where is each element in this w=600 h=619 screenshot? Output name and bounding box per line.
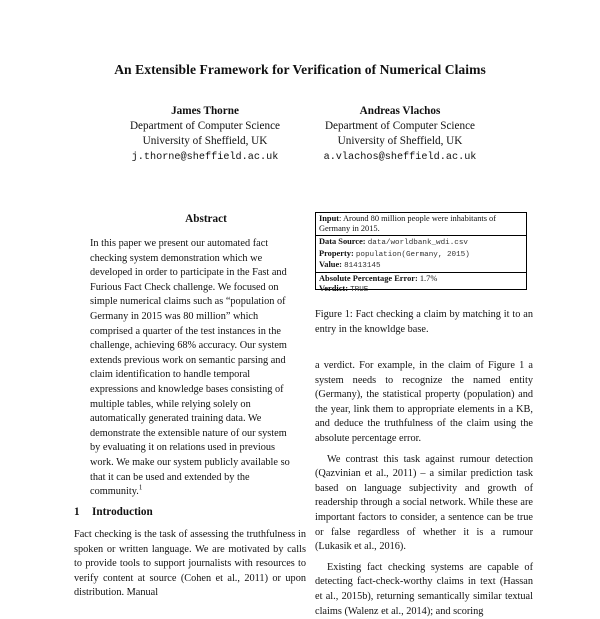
paragraph: a verdict. For example, in the claim of Figure 1 a system needs to recognize the named entity (Germany), the statistical property (population) and the year, link them to appropriate elements in a KB, and deduce the truthfulness of the claim using the absolute percentage error.: [315, 360, 533, 444]
section-number: 1: [74, 506, 80, 518]
data-source-label: Data Source:: [319, 237, 366, 247]
introduction-body: Fact checking is the task of assessing the truthfulness in spoken or written language. We are motivated by calls to provide tools to support journalists with resources to verify content at source (Cohen et al., 2011) or upon distribution. Manual: [74, 529, 306, 599]
property-value: population(Germany, 2015): [355, 250, 470, 259]
author-location: University of Sheffield, UK: [142, 135, 268, 148]
data-source-value: data/worldbank_wdi.csv: [367, 239, 468, 248]
author-location: University of Sheffield, UK: [337, 135, 463, 148]
value-row: [319, 260, 523, 271]
right-column-body: [315, 359, 533, 619]
figure-input: [316, 213, 526, 235]
ape-value: 1.7%: [419, 274, 438, 284]
verdict-label: Verdict:: [319, 284, 348, 294]
abstract-body: [90, 237, 290, 500]
input-label: Input: [319, 214, 340, 223]
value-label: Value:: [319, 259, 342, 269]
author-name: James Thorne: [171, 105, 239, 117]
paragraph: We contrast this task against rumour detection (Qazvinian et al., 2011) – a similar prediction task based on language subjectivity and growth of readership through a social network. While these are important factors to consider, a sentence can be true or false regardless of whether it is a rumour (Lukasik et al., 2016).: [315, 453, 533, 553]
verdict-row: [319, 284, 523, 295]
author-affiliation: Department of Computer Science: [324, 120, 476, 133]
figure-example-box: [315, 212, 527, 295]
abstract-text: In this paper we present our automated fact checking system demonstration which we developed in order to participate in the Fast and Furious Fact Check challenge. We focused on simple numerical claims such as “population of Germany in 2015 was 80 million” which comprised a quarter of the test instances in the challenge, achieving 68% accuracy. Our system extends previous work on semantic parsing and claim identification to handle temporal expressions and knowledge bases consisting of multiple tables, while relying solely on automatically generated training data. We demonstrate the extensible nature of our system by evaluating it on relations used in previous work. We make our system publicly available so that it can be used and extended by the community.: [90, 238, 290, 498]
author-affiliation: Department of Computer Science: [129, 120, 281, 133]
figure-caption: Figure 1: Fact checking a claim by matching it to an entry in the knowldge base.: [315, 309, 533, 335]
figure-result: [316, 272, 526, 296]
author-email[interactable]: a.vlachos@sheffield.ac.uk: [323, 151, 477, 163]
author-name: Andreas Vlachos: [359, 105, 441, 117]
author-block-2: [295, 104, 505, 165]
ape-label: Absolute Percentage Error:: [319, 274, 418, 284]
ape-row: [319, 274, 523, 284]
paper-title: An Extensible Framework for Verification of Numerical Claims: [114, 62, 486, 77]
paragraph: Existing fact checking systems are capable of detecting fact-check-worthy claims in text (Hassan et al., 2015b), returning semantically similar textual claims (Walenz et al., 2014); and scoring: [315, 561, 533, 617]
property-label: Property:: [319, 248, 354, 258]
author-block-1: [100, 104, 310, 165]
section-title: Introduction: [92, 506, 153, 518]
section-heading: [74, 506, 153, 518]
abstract-heading: Abstract: [185, 213, 227, 225]
author-email[interactable]: j.thorne@sheffield.ac.uk: [131, 151, 279, 163]
value-value: 81413145: [344, 261, 381, 270]
verdict-value: TRUE: [350, 286, 369, 295]
input-text: : Around 80 million people were inhabitants of Germany in 2015.: [319, 214, 497, 234]
property-row: [319, 249, 523, 260]
figure-data: [316, 235, 526, 272]
data-source-row: [319, 237, 523, 248]
footnote-mark[interactable]: 1: [138, 483, 143, 492]
